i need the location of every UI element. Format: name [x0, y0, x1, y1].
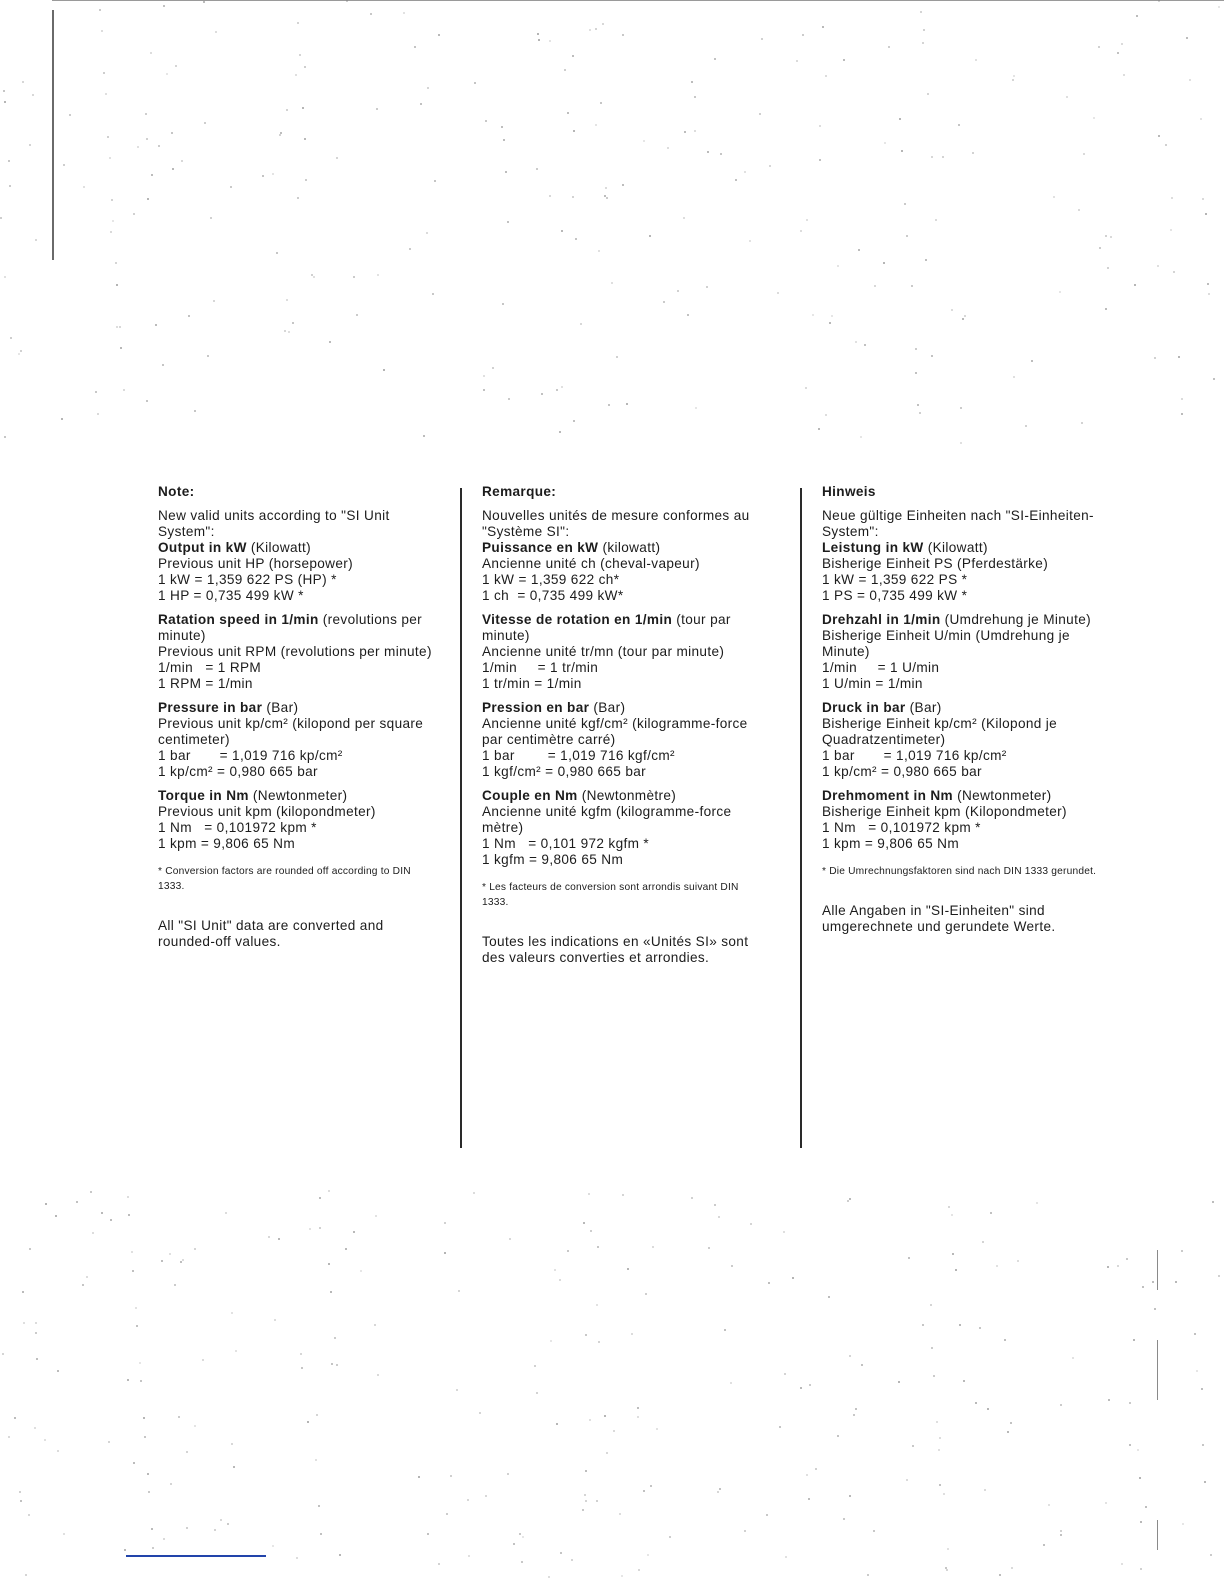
section-speed: [158, 612, 440, 692]
section-line: 1 tr/min = 1/min: [482, 676, 582, 691]
section-line: Bisherige Einheit PS (Pferdestärke): [822, 556, 1049, 571]
section-line: 1/min = 1 RPM: [158, 660, 262, 675]
section-output: [482, 540, 764, 604]
scan-noise-top: [0, 0, 1224, 450]
section-line: 1/min = 1 tr/min: [482, 660, 599, 675]
intro-text: Nouvelles unités de mesure conformes au "Système SI":: [482, 508, 750, 539]
section-line: 1 Nm = 0,101972 kpm *: [822, 820, 981, 835]
section-line: 1 kgf/cm² = 0,980 665 bar: [482, 764, 647, 779]
section-speed: [482, 612, 764, 692]
section-line: Ancienne unité kgfm (kilogramme-force mètre): [482, 804, 732, 835]
intro-text: Neue gültige Einheiten nach "SI-Einheiten-System":: [822, 508, 1094, 539]
section-line: 1 HP = 0,735 499 kW *: [158, 588, 304, 603]
section-title: Pressure in bar (Bar): [158, 700, 299, 715]
scan-right-mark: [1157, 1340, 1158, 1400]
intro-text: New valid units according to "SI Unit System":: [158, 508, 390, 539]
section-line: 1 Nm = 0,101972 kpm *: [158, 820, 317, 835]
section-output: [822, 540, 1104, 604]
section-output: [158, 540, 440, 604]
section-title: Output in kW (Kilowatt): [158, 540, 312, 555]
section-line: 1 kp/cm² = 0,980 665 bar: [158, 764, 318, 779]
section-line: 1 kpm = 9,806 65 Nm: [822, 836, 959, 851]
column-divider: [800, 488, 802, 1148]
section-line: Ancienne unité ch (cheval-vapeur): [482, 556, 700, 571]
section-line: Bisherige Einheit U/min (Umdrehung je Minute): [822, 628, 1070, 659]
scan-right-mark: [1157, 1520, 1158, 1550]
section-torque: [822, 788, 1104, 852]
section-line: 1 U/min = 1/min: [822, 676, 923, 691]
section-line: 1 bar = 1,019 716 kgf/cm²: [482, 748, 675, 763]
section-title: Drehmoment in Nm (Newtonmeter): [822, 788, 1052, 803]
section-torque: [158, 788, 440, 852]
closing-text: Alle Angaben in "SI-Einheiten" sind umgerechnete und gerundete Werte.: [822, 903, 1056, 934]
section-torque: [482, 788, 764, 868]
section-line: 1 bar = 1,019 716 kp/cm²: [158, 748, 343, 763]
section-title: Puissance en kW (kilowatt): [482, 540, 661, 555]
column-english: [158, 484, 440, 950]
section-line: Bisherige Einheit kpm (Kilopondmeter): [822, 804, 1067, 819]
footnote: * Die Umrechnungsfaktoren sind nach DIN 1333 gerundet.: [822, 866, 1097, 877]
column-french: [482, 484, 764, 966]
section-line: 1 kpm = 9,806 65 Nm: [158, 836, 295, 851]
section-title: Torque in Nm (Newtonmeter): [158, 788, 348, 803]
section-line: Ancienne unité tr/mn (tour par minute): [482, 644, 725, 659]
section-title: Pression en bar (Bar): [482, 700, 626, 715]
section-line: Previous unit kp/cm² (kilopond per square centimeter): [158, 716, 424, 747]
section-line: 1 kW = 1,359 622 ch*: [482, 572, 620, 587]
column-heading: Remarque:: [482, 484, 557, 499]
footnote: * Conversion factors are rounded off according to DIN 1333.: [158, 866, 411, 892]
section-line: Previous unit HP (horsepower): [158, 556, 354, 571]
section-pressure: [482, 700, 764, 780]
section-speed: [822, 612, 1104, 692]
section-line: 1/min = 1 U/min: [822, 660, 940, 675]
column-divider: [460, 488, 462, 1148]
section-line: 1 kW = 1,359 622 PS *: [822, 572, 968, 587]
section-title: Drehzahl in 1/min (Umdrehung je Minute): [822, 612, 1091, 627]
closing-text: Toutes les indications en «Unités SI» sont des valeurs converties et arrondies.: [482, 934, 749, 965]
section-line: 1 kgfm = 9,806 65 Nm: [482, 852, 624, 867]
column-heading: Hinweis: [822, 484, 876, 499]
section-line: Bisherige Einheit kp/cm² (Kilopond je Quadratzentimeter): [822, 716, 1058, 747]
section-pressure: [822, 700, 1104, 780]
section-title: Druck in bar (Bar): [822, 700, 942, 715]
column-heading: Note:: [158, 484, 195, 499]
scan-top-rule: [52, 0, 1224, 1]
section-line: 1 PS = 0,735 499 kW *: [822, 588, 968, 603]
section-title: Leistung in kW (Kilowatt): [822, 540, 988, 555]
scan-bottom-bar: [126, 1555, 266, 1557]
section-line: Ancienne unité kgf/cm² (kilogramme-force par centimètre carré): [482, 716, 748, 747]
section-title: Ratation speed in 1/min (revolutions per minute): [158, 612, 423, 643]
section-line: 1 kp/cm² = 0,980 665 bar: [822, 764, 982, 779]
closing-text: All "SI Unit" data are converted and rounded-off values.: [158, 918, 384, 949]
section-line: 1 ch = 0,735 499 kW*: [482, 588, 624, 603]
section-line: 1 RPM = 1/min: [158, 676, 253, 691]
section-line: 1 Nm = 0,101 972 kgfm *: [482, 836, 650, 851]
section-line: Previous unit RPM (revolutions per minute): [158, 644, 432, 659]
section-line: Previous unit kpm (kilopondmeter): [158, 804, 376, 819]
scan-noise-bottom: [0, 1190, 1224, 1584]
section-line: 1 bar = 1,019 716 kp/cm²: [822, 748, 1007, 763]
scan-left-rule: [52, 10, 54, 260]
column-german: [822, 484, 1104, 935]
scan-right-mark: [1157, 1250, 1158, 1290]
footnote: * Les facteurs de conversion sont arrondis suivant DIN 1333.: [482, 882, 739, 908]
section-title: Vitesse de rotation en 1/min (tour par minute): [482, 612, 731, 643]
section-line: 1 kW = 1,359 622 PS (HP) *: [158, 572, 337, 587]
section-title: Couple en Nm (Newtonmètre): [482, 788, 677, 803]
section-pressure: [158, 700, 440, 780]
